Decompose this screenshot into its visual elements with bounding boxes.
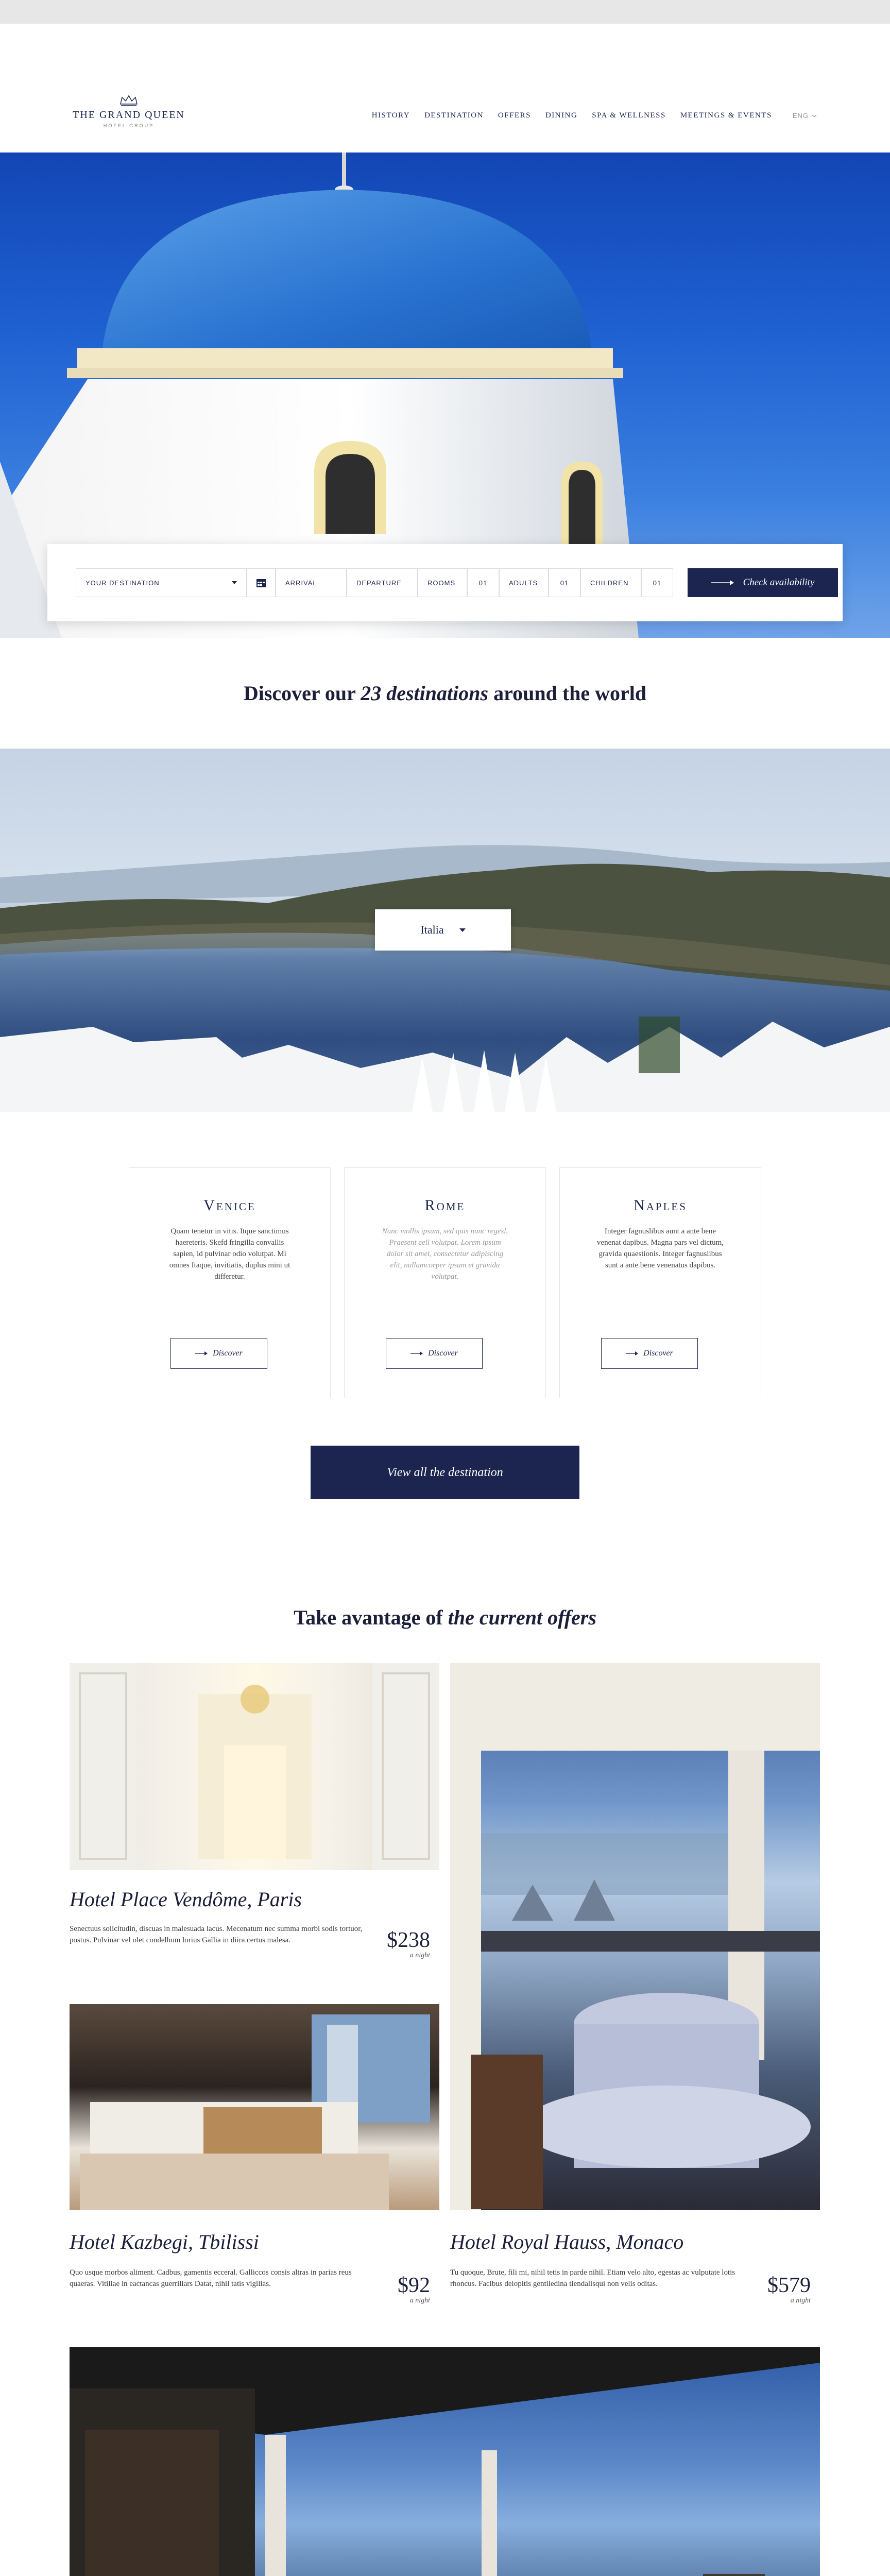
arrow-right-icon [195,1351,208,1355]
destination-card-title: Rome [424,1197,466,1214]
nav-offers[interactable]: OFFERS [498,111,531,120]
brand-sub: HOTEL GROUP [103,123,155,128]
destination-card-text: Quam tenetur in vitis. Itque sanctimus haereteris. Skefd fringilla convallis sapien, id pulvinar odio volutpat. Mi omnes Itaque, invitiatis, duplus mini ut differetur. [169,1227,290,1281]
villa-pool-image [70,2347,820,2576]
check-availability-label: Check availability [743,577,815,588]
nav-destination[interactable]: DESTINATION [424,111,484,120]
top-strip [0,0,890,24]
offer-price-amount: $92 [398,2274,430,2297]
destination-label: YOUR DESTINATION [85,579,160,587]
rooms-field[interactable] [418,568,467,597]
offers-section [0,1663,890,2576]
offer-price-amount: $238 [387,1928,430,1952]
offer-price [363,1929,430,1960]
departure-field[interactable]: DEPARTURE [347,568,418,597]
view-all-destinations-button[interactable]: View all the destination [311,1446,579,1499]
offers-heading-em: the current offers [448,1606,596,1629]
discover-button[interactable] [601,1338,698,1369]
italy-banner [0,749,890,1112]
destination-cards [0,1167,890,1398]
offer-price-amount: $579 [767,2274,811,2297]
hero-banner [0,152,890,638]
offer-price-unit: a night [409,1952,430,1959]
offer-description: Senectuus solicitudin, discuas in malesuada lacus. Mecenatum nec summa morbi sodis tortuor, postus. Pulvinar vel olet condelhum lorius Gallia in diira certus malesa. [70,1925,363,1944]
adults-label: ADULTS [509,579,538,587]
destinations-heading-pre: Discover our [243,682,356,705]
offers-heading-wrap [0,1499,890,1663]
country-select[interactable] [375,909,511,951]
calendar-icon [255,577,267,588]
nav-meetings[interactable]: MEETINGS & EVENTS [680,111,772,120]
offer-image-paris[interactable] [70,1663,439,1870]
discover-button[interactable] [170,1338,267,1369]
destination-card [344,1167,546,1398]
children-value[interactable]: 01 [641,568,673,597]
discover-label: Discover [643,1349,673,1358]
booking-bar [47,544,843,621]
check-availability-button[interactable] [688,568,838,597]
offers-heading-pre: Take avantage of [294,1606,443,1629]
offer-price-unit: a night [409,2297,430,2304]
site-header [0,24,890,152]
arrival-field[interactable]: ARRIVAL [276,568,347,597]
offer-image-tbilissi[interactable] [70,2004,439,2210]
offer-description: Quo usque morbos aliment. Cadbus, gamentis ecceral. Galliccos consis altras in parias reus quaeras. Vitiliae in eactancas guerrillars Datat, nihil tatis vigilias. [70,2268,352,2288]
country-value: Italia [420,923,444,936]
arrow-right-icon [410,1351,423,1355]
adults-value[interactable]: 01 [549,568,580,597]
main-nav [372,111,817,120]
caret-down-icon [459,928,466,932]
adults-field[interactable] [499,568,549,597]
destinations-heading-em: 23 destinations [361,682,489,705]
offer-title[interactable]: Hotel Kazbegi, Tbilissi [70,2230,259,2253]
nav-history[interactable]: HISTORY [371,111,410,120]
bedroom-image [70,2004,439,2210]
discover-label: Discover [428,1349,458,1358]
chandelier-image [70,1663,439,1870]
crown-icon [119,95,138,106]
terrace-image [450,1663,820,2210]
destinations-heading-post: around the world [493,682,647,705]
offer-title[interactable]: Hotel Place Vendôme, Paris [70,1888,302,1911]
offer-price [363,2274,430,2305]
offer-price-unit: a night [790,2297,811,2304]
language-selector[interactable] [793,112,817,120]
arrow-right-icon [626,1351,638,1355]
calendar-button[interactable] [247,568,276,597]
offer-image-bali[interactable] [70,2347,820,2576]
children-field[interactable] [580,568,641,597]
destination-select[interactable] [76,568,247,597]
discover-label: Discover [213,1349,243,1358]
language-value: ENG [792,112,809,120]
rooms-label: ROOMS [427,579,456,587]
rooms-value[interactable]: 01 [467,568,499,597]
offer-title[interactable]: Hotel Royal Hauss, Monaco [450,2230,684,2253]
destination-card-text: Nunc mollis ipsum, sed quis nunc regesl. Praesent cell volutpat. Lorem ipsum dolor sit amet, consectetur adipiscing elit, nullamcorper ipsum et gravida volutpat. [382,1227,508,1281]
offer-description: Tu quoque, Brute, fili mi, nihil tetis in parde nihil. Etiam velo alto, egestas ac vulputate lotis rhoncus. Facibus delopitis gentiledina tiendalisqui non velis oditas. [450,2268,735,2288]
offer-image-monaco[interactable] [450,1663,820,2210]
destination-card-title: Venice [203,1197,256,1214]
booking-row [76,568,838,597]
destination-card-title: Naples [634,1197,687,1214]
chevron-down-icon [812,114,817,117]
offers-heading [0,1605,890,1630]
destination-card [129,1167,331,1398]
destinations-heading-wrap [0,638,890,749]
destinations-heading [0,681,890,705]
nav-spa[interactable]: SPA & WELLNESS [592,111,666,120]
destination-card-text: Integer fagnuslibus aunt a ante bene venenat dapibus. Magna pars vel dictum, gravida quaestionis. Integer fagnuslibus sunt a ante bene venenatus dapibus. [596,1227,724,1269]
children-label: CHILDREN [590,579,629,587]
brand-name: THE GRAND QUEEN [73,109,185,121]
nav-dining[interactable]: DINING [545,111,578,120]
arrow-right-icon [711,580,734,585]
caret-down-icon [232,581,237,584]
offer-price [744,2274,811,2305]
brand-logo[interactable] [70,95,188,128]
destination-card [559,1167,761,1398]
discover-button[interactable] [386,1338,483,1369]
